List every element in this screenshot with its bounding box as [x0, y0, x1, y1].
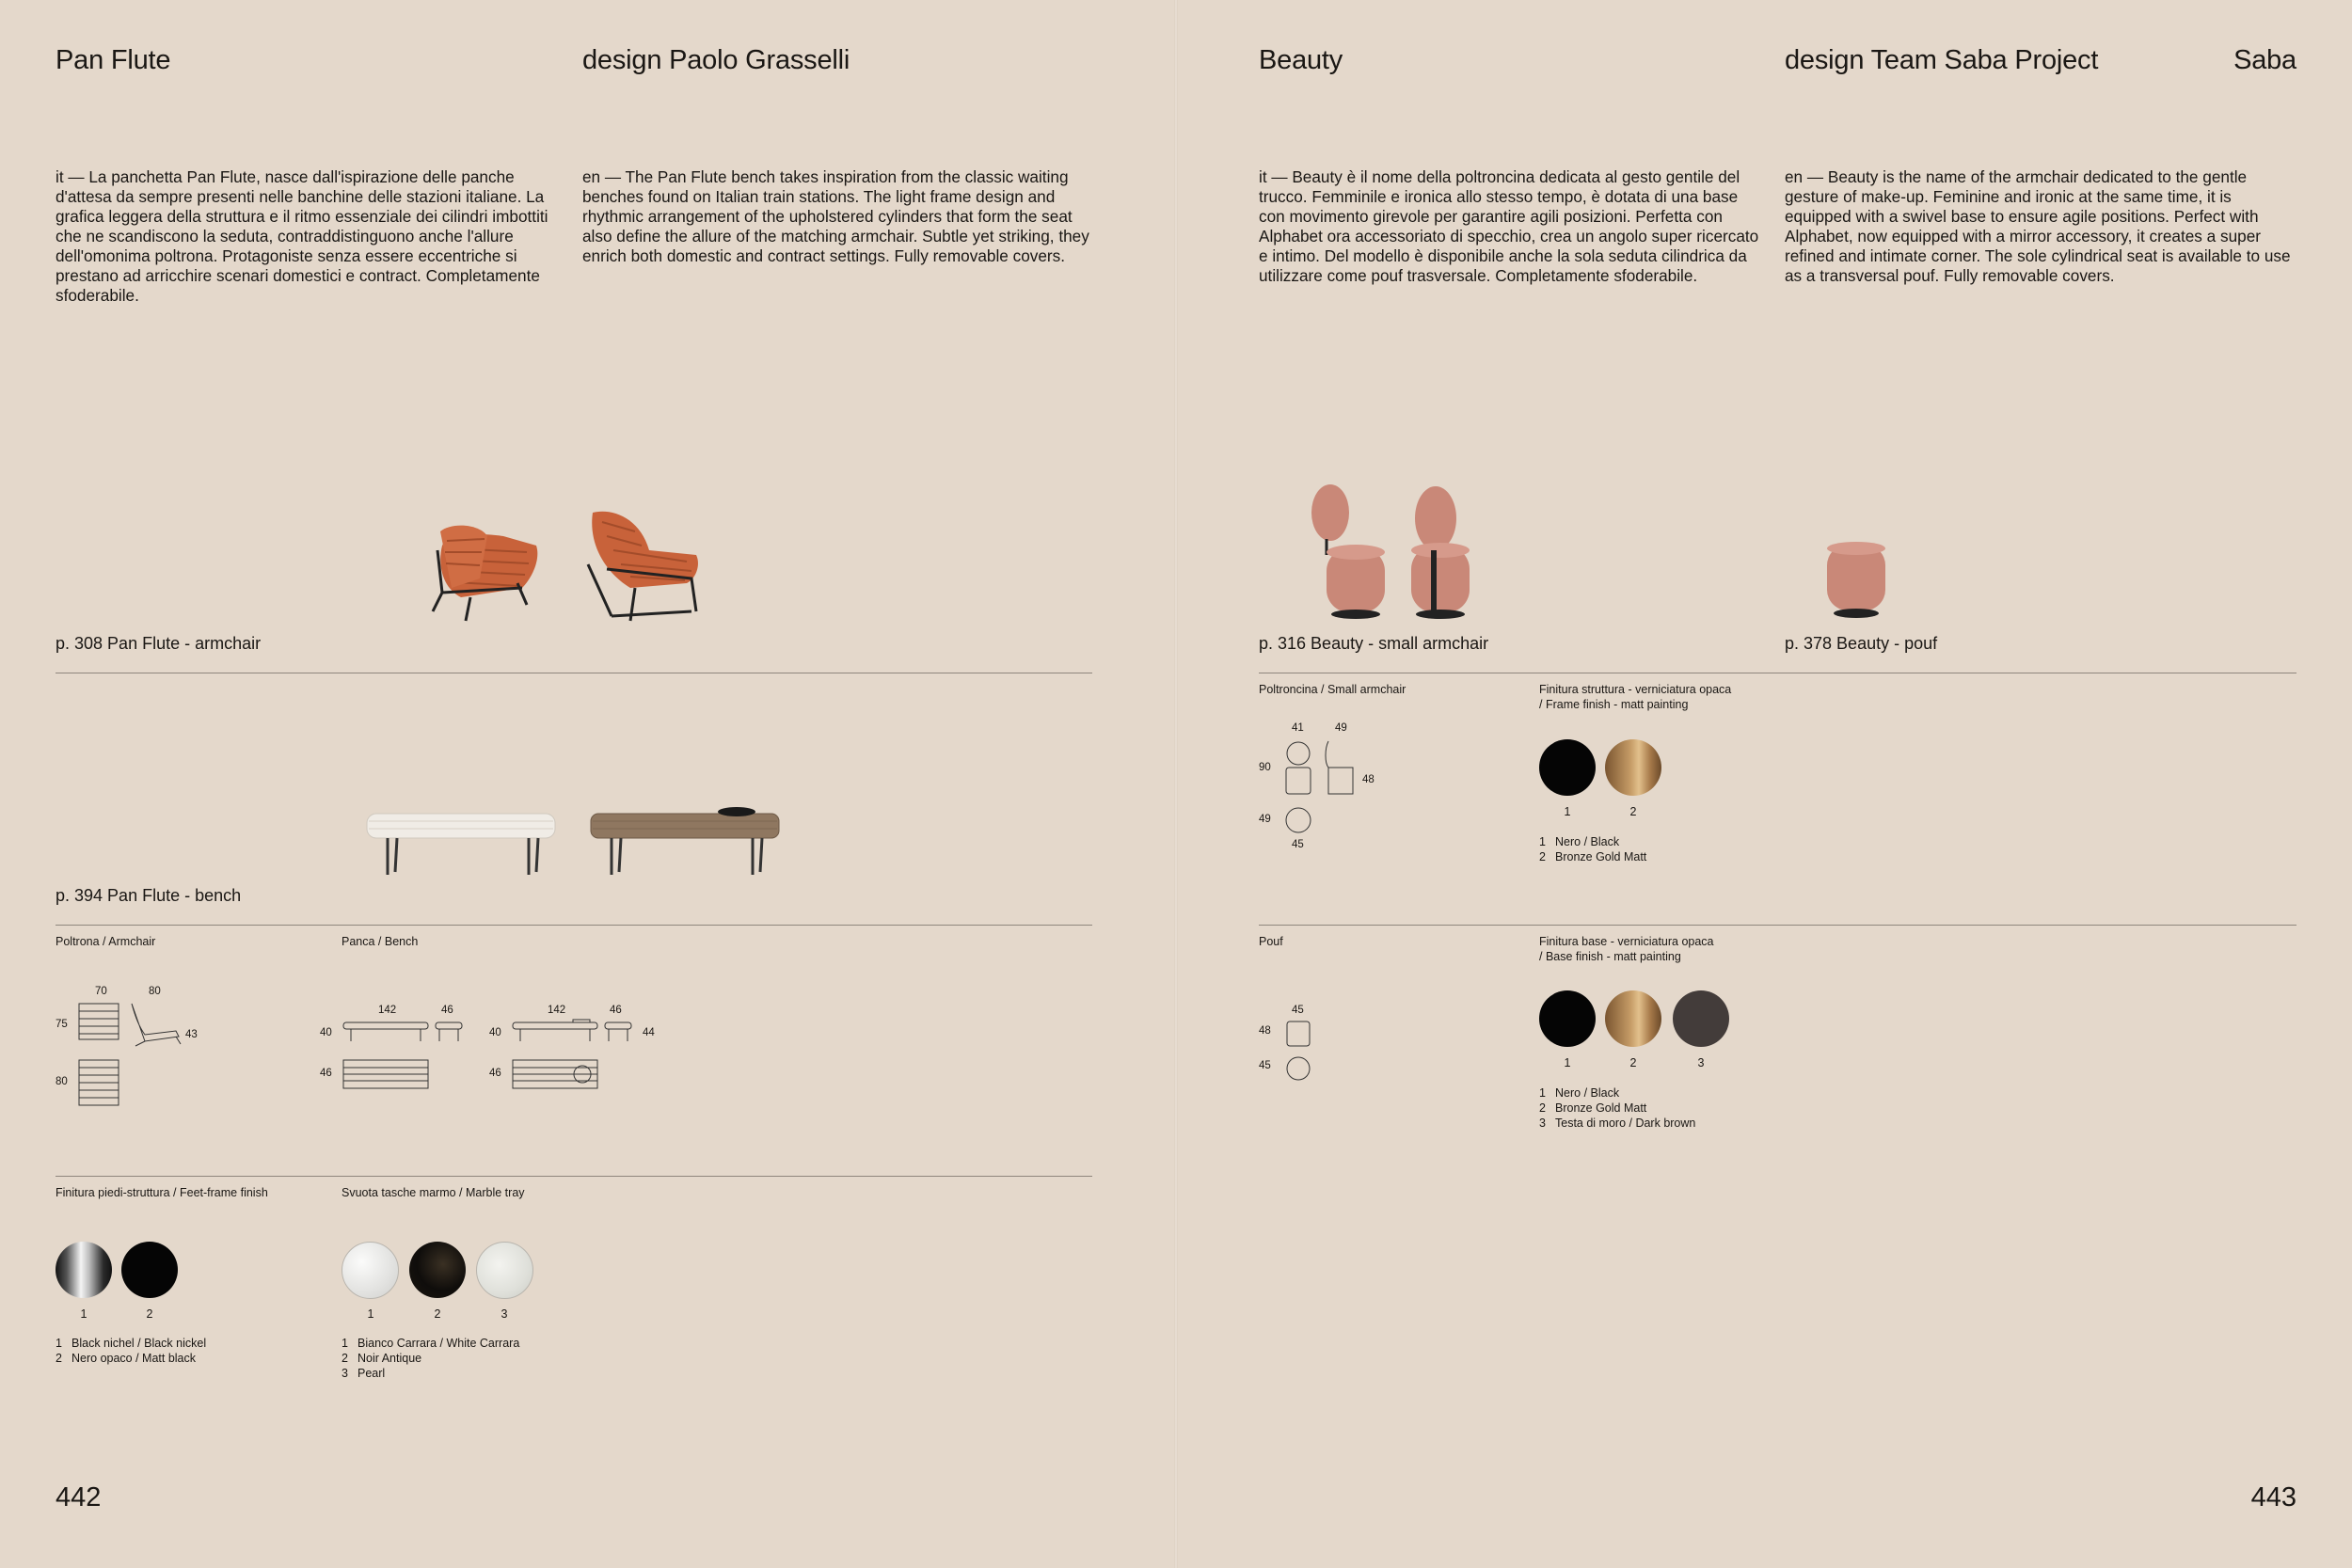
armchair-front-view: [433, 526, 537, 621]
page-number: 442: [56, 1482, 102, 1513]
pouf-photo: [1825, 541, 1891, 621]
base-finish-label: Finitura base - verniciatura opaca / Base finish - matt painting: [1539, 935, 1714, 963]
bench-dimensions-label: Panca / Bench: [342, 935, 419, 948]
small-armchair-seat-height: 48: [1362, 774, 1375, 785]
swatch-number: 1: [80, 1307, 87, 1321]
swatch-number: 2: [1629, 1056, 1637, 1069]
small-armchair-dimensions-label: Poltroncina / Small armchair: [1259, 683, 1406, 696]
small-armchair-height: 90: [1259, 762, 1271, 773]
white-carrara-swatch: [342, 1242, 399, 1299]
bench-tray-height: 40: [489, 1027, 501, 1038]
divider: [1259, 925, 2296, 926]
bench-length: 142: [378, 1005, 397, 1016]
frame-finish-label: Finitura struttura - verniciatura opaca / Frame finish - matt painting: [1539, 683, 1732, 711]
bench-plan-depth: 46: [320, 1068, 332, 1079]
page-number: 443: [2250, 1482, 2296, 1513]
divider: [56, 925, 1092, 926]
description-english: en — Beauty is the name of the armchair dedicated to the gentle gesture of make-up. Feminine and ironic at the same time, it is equipped with a swivel base to ensure agile positions. Perfect with Alphabet, now equipped with a mirror accessory, it creates a super refined and intimate corner. The sole cylindrical seat is available to use as a transversal pouf. Fully removable covers.: [1785, 167, 2291, 285]
matt-black-swatch: [121, 1242, 178, 1298]
armchair-dimensions-label: Poltrona / Armchair: [56, 935, 156, 948]
armchair-photo: [414, 494, 734, 630]
brand-name: Saba: [2233, 45, 2296, 75]
armchair-plan-depth: 80: [56, 1076, 68, 1087]
armchair-side-view: [588, 512, 698, 621]
product-title: Beauty: [1259, 45, 1343, 75]
pouf-drawing: [1285, 1020, 1313, 1081]
description-italian: it — Beauty è il nome della poltroncina dedicata al gesto gentile del trucco. Femminile e ironica allo stesso tempo, è dotata di una base con movimento girevole per garantire agili posizioni. Perfetta con Alphabet ora accessoriato di specchio, crea un angolo super ricercato e intimo. Del modello è disponibile anche la sola seduta cilindrica da utilizzare come pouf trasversale. Completamente sfoderabile.: [1259, 167, 1759, 285]
armchair-height: 75: [56, 1019, 68, 1030]
frame-finish-legend: 1 Nero / Black 2 Bronze Gold Matt: [1539, 835, 1647, 863]
black-frame-swatch: [1539, 739, 1596, 796]
small-armchair-depth: 49: [1335, 722, 1347, 734]
bench-drawing: [342, 1021, 464, 1091]
page-gutter: [1174, 0, 1178, 1568]
feet-finish-legend: 1 Black nichel / Black nickel 2 Nero opaco / Matt black: [56, 1337, 207, 1365]
product-title: Pan Flute: [56, 45, 171, 75]
small-armchair-base-depth: 49: [1259, 814, 1271, 825]
swatch-number: 2: [434, 1307, 441, 1321]
caption-small-armchair: p. 316 Beauty - small armchair: [1259, 634, 1489, 653]
swatch-number: 3: [1697, 1056, 1705, 1069]
bench-depth: 46: [441, 1005, 453, 1016]
swatch-number: 2: [146, 1307, 153, 1321]
base-finish-legend: 1 Nero / Black 2 Bronze Gold Matt 3 Testa di moro / Dark brown: [1539, 1086, 1696, 1130]
swatch-number: 1: [1564, 805, 1571, 818]
small-armchair-drawing: [1284, 739, 1359, 838]
pouf-dimensions-label: Pouf: [1259, 935, 1283, 948]
black-nickel-swatch: [56, 1242, 112, 1298]
bench-height: 40: [320, 1027, 332, 1038]
bronze-gold-base-swatch: [1605, 990, 1661, 1047]
swatch-number: 1: [367, 1307, 374, 1321]
swatch-number: 2: [1629, 805, 1637, 818]
caption-armchair: p. 308 Pan Flute - armchair: [56, 634, 262, 653]
caption-bench: p. 394 Pan Flute - bench: [56, 886, 242, 905]
small-armchair-width: 41: [1292, 722, 1304, 734]
description-italian: it — La panchetta Pan Flute, nasce dall'ispirazione delle panche d'attesa da sempre presenti nelle banchine delle stazioni italiane. La grafica leggera della struttura e il ritmo essenziale dei cilindri imbottiti che ne scandiscono la seduta, contraddistinguono anche l'allure dell'omonima poltrona. Protagoniste senza essere eccentriche si prestano ad arricchire scenari domestici e contract. Completamente sfoderabile.: [56, 167, 548, 305]
pearl-swatch: [476, 1242, 533, 1299]
bench-white: [367, 814, 555, 875]
armchair-seat-height: 43: [185, 1029, 198, 1040]
armchair-drawing: [77, 999, 181, 1107]
tray-finish-label: Svuota tasche marmo / Marble tray: [342, 1186, 525, 1199]
feet-finish-label: Finitura piedi-struttura / Feet-frame finish: [56, 1186, 268, 1199]
small-armchair-front: [1411, 486, 1470, 619]
tray-finish-legend: 1 Bianco Carrara / White Carrara 2 Noir Antique 3 Pearl: [342, 1337, 520, 1380]
bench-tray-plan-depth: 46: [489, 1068, 501, 1079]
description-english: en — The Pan Flute bench takes inspiration from the classic waiting benches found on Italian train stations. The light frame design and rhythmic arrangement of the upholstered cylinders that form the seat also define the allure of the matching armchair. Subtle yet striking, they enrich both domestic and contract settings. Fully removable covers.: [582, 167, 1089, 265]
bench-tray-total-height: 44: [643, 1027, 655, 1038]
armchair-depth: 80: [149, 986, 161, 997]
armchair-width: 70: [95, 986, 107, 997]
swatch-number: 1: [1564, 1056, 1571, 1069]
bench-tray-length: 142: [548, 1005, 566, 1016]
bench-with-tray-drawing: [511, 1019, 633, 1089]
caption-pouf: p. 378 Beauty - pouf: [1785, 634, 1938, 653]
noir-antique-swatch: [409, 1242, 466, 1298]
pouf-depth: 45: [1259, 1060, 1271, 1071]
pouf-height: 48: [1259, 1025, 1271, 1037]
bench-tray-depth: 46: [610, 1005, 622, 1016]
small-armchair-base-width: 45: [1292, 839, 1304, 850]
bronze-gold-frame-swatch: [1605, 739, 1661, 796]
swatch-number: 3: [501, 1307, 508, 1321]
small-armchair-side: [1311, 484, 1385, 619]
designer-credit: design Team Saba Project: [1785, 45, 2099, 75]
pouf-width: 45: [1292, 1005, 1304, 1016]
bench-wood: [591, 807, 779, 875]
designer-credit: design Paolo Grasselli: [582, 45, 850, 75]
dark-brown-base-swatch: [1673, 990, 1729, 1047]
black-base-swatch: [1539, 990, 1596, 1047]
bench-photo: [367, 804, 790, 879]
divider: [56, 1176, 1092, 1177]
small-armchair-photo: [1308, 484, 1496, 621]
